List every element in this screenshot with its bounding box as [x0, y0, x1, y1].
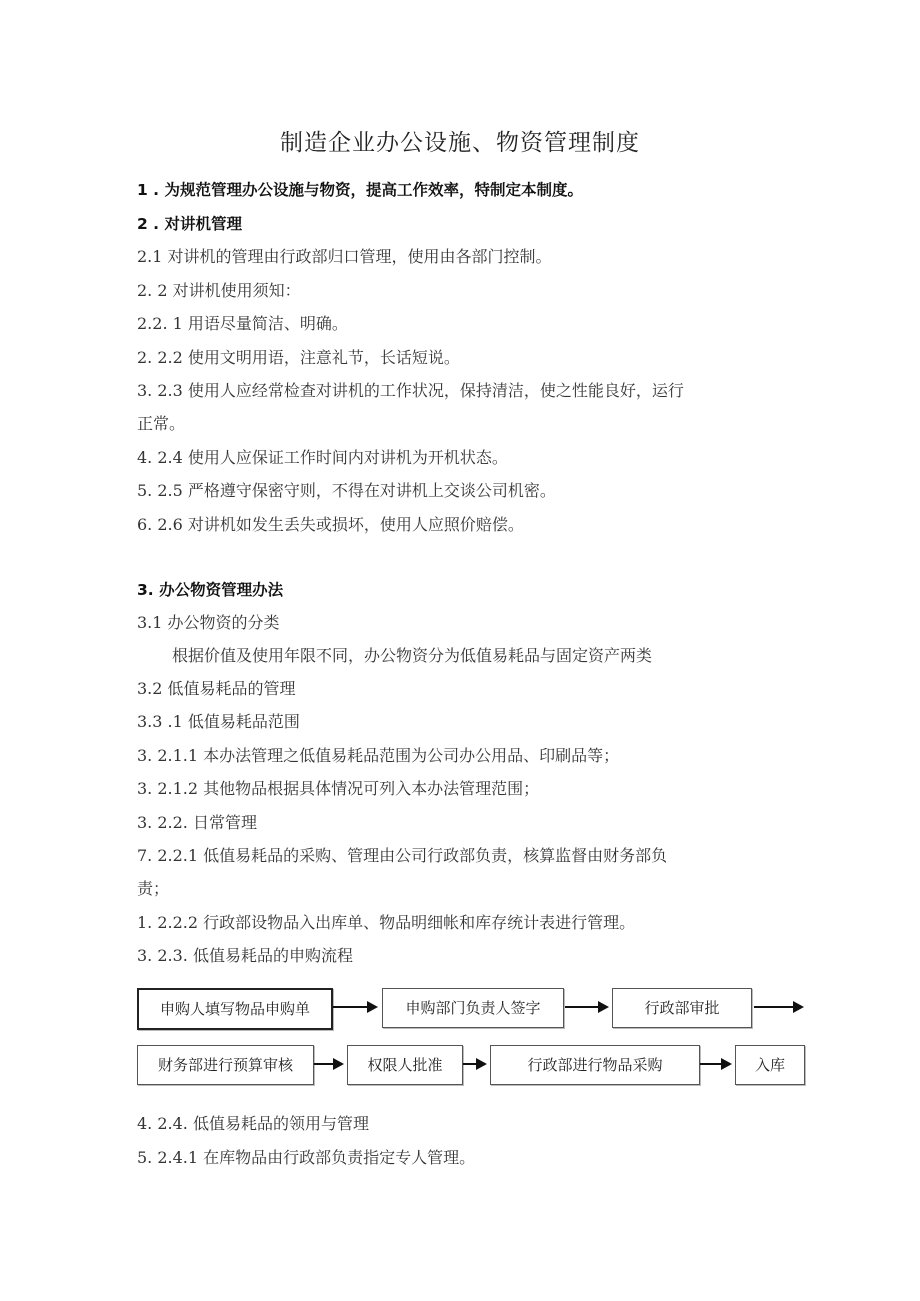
flow-step-finance-review: 财务部进行预算审核: [137, 1045, 314, 1085]
flow-arrow: [463, 1058, 487, 1070]
clause-3-2-2: 3. 2.2. 日常管理: [137, 813, 257, 832]
clause-2-2-5: 5. 2.5 严格遵守保密守则，不得在对讲机上交谈公司机密。: [137, 481, 556, 500]
clause-3-1-text: 根据价值及使用年限不同，办公物资分为低值易耗品与固定资产两类: [172, 646, 653, 665]
document-title: 制造企业办公设施、物资管理制度: [280, 130, 640, 156]
clause-3-2-2-2: 1. 2.2.2 行政部设物品入出库单、物品明细帐和库存统计表进行管理。: [137, 913, 636, 932]
clause-3-2: 3.2 低值易耗品的管理: [137, 679, 296, 698]
clause-2-2-4: 4. 2.4 使用人应保证工作时间内对讲机为开机状态。: [137, 448, 508, 467]
clause-2-2-1: 2.2. 1 用语尽量简洁、明确。: [137, 314, 348, 333]
clause-2-2-3-cont: 正常。: [137, 414, 186, 433]
clause-2-2-2: 2. 2.2 使用文明用语，注意礼节，长话短说。: [137, 348, 460, 367]
section-1-purpose: 1 . 为规范管理办公设施与物资，提高工作效率，特制定本制度。: [137, 181, 583, 199]
clause-2-2-6: 6. 2.6 对讲机如发生丢失或损坏，使用人应照价赔偿。: [137, 515, 524, 534]
clause-2-2-3: 3. 2.3 使用人应经常检查对讲机的工作状况，保持清洁，使之性能良好，运行: [137, 381, 684, 400]
clause-3-2-1-2: 3. 2.1.2 其他物品根据具体情况可列入本办法管理范围；: [137, 779, 540, 798]
flow-arrow: [333, 1001, 378, 1013]
section-2-heading: 2 . 对讲机管理: [137, 215, 242, 233]
flow-arrow: [700, 1058, 732, 1070]
clause-3-2-2-1-cont: 责；: [137, 879, 170, 898]
flow-step-dept-sign: 申购部门负责人签字: [382, 988, 564, 1028]
flow-step-purchase: 行政部进行物品采购: [490, 1045, 700, 1085]
flow-step-authority-approve: 权限人批准: [347, 1045, 463, 1085]
clause-2-1: 2.1 对讲机的管理由行政部归口管理，使用由各部门控制。: [137, 247, 552, 266]
clause-3-2-1-1: 3. 2.1.1 本办法管理之低值易耗品范围为公司办公用品、印刷品等；: [137, 746, 620, 765]
flow-arrow: [565, 1001, 609, 1013]
flow-arrow: [754, 1001, 804, 1013]
clause-3-3: 3.3 .1 低值易耗品范围: [137, 712, 300, 731]
clause-3-2-4: 4. 2.4. 低值易耗品的领用与管理: [137, 1114, 369, 1133]
flow-step-requisition: 申购人填写物品申购单: [137, 988, 333, 1030]
clause-3-2-3: 3. 2.3. 低值易耗品的申购流程: [137, 946, 353, 965]
flow-step-stock-in: 入库: [735, 1045, 805, 1085]
clause-3-2-4-1: 5. 2.4.1 在库物品由行政部负责指定专人管理。: [137, 1148, 476, 1167]
flow-step-admin-approve: 行政部审批: [612, 988, 752, 1028]
clause-3-2-2-1: 7. 2.2.1 低值易耗品的采购、管理由公司行政部负责，核算监督由财务部负: [137, 846, 668, 865]
clause-3-1: 3.1 办公物资的分类: [137, 613, 280, 632]
flow-arrow: [314, 1058, 344, 1070]
clause-2-2: 2. 2 对讲机使用须知：: [137, 281, 301, 300]
section-3-heading: 3. 办公物资管理办法: [137, 581, 284, 599]
